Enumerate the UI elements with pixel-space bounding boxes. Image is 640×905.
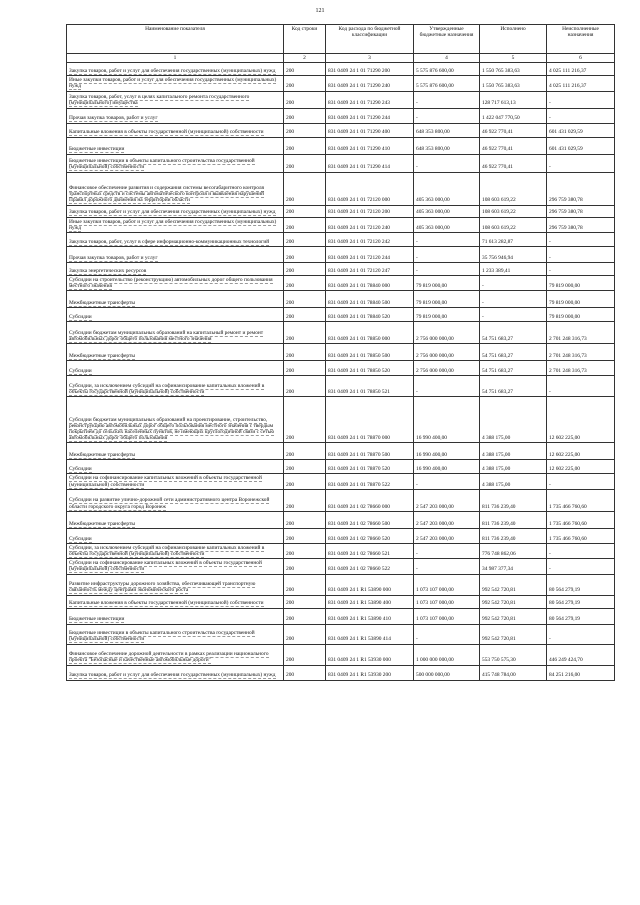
row-approved: 2 756 000 000,00 xyxy=(414,361,480,376)
table-row xyxy=(67,344,615,361)
row-line-code: 200 xyxy=(284,291,326,308)
table-row xyxy=(67,543,615,558)
row-approved: - xyxy=(414,624,480,644)
row-name-text: Субсидии xyxy=(69,466,92,473)
table-body xyxy=(67,63,615,680)
row-approved: - xyxy=(414,247,480,263)
row-line-code: 200 xyxy=(284,233,326,247)
row-line-code: 200 xyxy=(284,489,326,511)
row-approved: 1 000 000 000,00 xyxy=(414,644,480,665)
row-name-text: Субсидии на развитие улично-дорожной сети административного центра Воронежской области городского округа город Воронеж xyxy=(69,497,270,510)
row-name xyxy=(67,397,284,443)
row-budget-code: 831 0409 24 1 02 78660 520 xyxy=(326,528,414,543)
row-name-text: Закупка товаров, работ и услуг для обеспечения государственных (муниципальных) нужд xyxy=(69,209,276,216)
row-line-code: 200 xyxy=(284,91,326,108)
table-row xyxy=(67,123,615,137)
row-unexecuted: 12 602 225,00 xyxy=(547,460,615,474)
row-budget-code: 831 0409 24 1 R1 53930 200 xyxy=(326,665,414,680)
row-name xyxy=(67,376,284,397)
row-unexecuted: 80 564 279,19 xyxy=(547,595,615,608)
row-budget-code: 831 0409 24 1 01 72120 240 xyxy=(326,217,414,232)
table-row xyxy=(67,397,615,443)
column-number: 2 xyxy=(284,54,326,63)
row-approved: 16 990 400,00 xyxy=(414,460,480,474)
table-row xyxy=(67,247,615,263)
table-header-row xyxy=(67,25,615,54)
table-row xyxy=(67,489,615,511)
row-approved: 2 547 203 000,00 xyxy=(414,528,480,543)
row-name-text: Субсидии бюджетам муниципальных образований на капитальный ремонт и ремонт автомобильных дорог общего пользования местного значения xyxy=(69,330,264,343)
header-indicator-name: Наименование показателя xyxy=(67,25,284,54)
row-name-text: Бюджетные инвестиции в объекты капитального строительства государственной (муниципальной) собственности xyxy=(69,158,255,171)
row-approved: 405 363 000,00 xyxy=(414,205,480,217)
row-name xyxy=(67,154,284,172)
row-budget-code: 831 0409 24 1 R1 53890 400 xyxy=(326,595,414,608)
row-name-text: Закупка товаров, работ и услуг для обеспечения государственных (муниципальных) нужд xyxy=(69,68,276,74)
row-executed: 1 233 389,41 xyxy=(480,263,547,276)
row-name xyxy=(67,137,284,154)
row-approved: 1 073 107 000,00 xyxy=(414,595,480,608)
row-budget-code: 831 0409 24 1 01 78840 520 xyxy=(326,308,414,322)
table-row xyxy=(67,308,615,322)
row-budget-code: 831 0409 24 1 R1 53890 414 xyxy=(326,624,414,644)
row-name-text: Межбюджетные трансферты xyxy=(69,353,135,360)
row-line-code: 200 xyxy=(284,108,326,123)
row-approved: 648 353 800,00 xyxy=(414,137,480,154)
table-row xyxy=(67,205,615,217)
row-name-text: Субсидии на строительство (реконструкцию) автомобильных дорог общего пользования местного значения xyxy=(69,277,273,290)
row-line-code: 200 xyxy=(284,574,326,595)
row-executed: 992 542 720,81 xyxy=(480,608,547,624)
table-row xyxy=(67,574,615,595)
row-executed: 1 422 047 770,50 xyxy=(480,108,547,123)
row-name xyxy=(67,511,284,528)
table-row xyxy=(67,137,615,154)
row-line-code: 200 xyxy=(284,665,326,680)
table-row xyxy=(67,91,615,108)
row-name xyxy=(67,644,284,665)
table-row xyxy=(67,263,615,276)
row-unexecuted: 601 431 029,59 xyxy=(547,137,615,154)
row-executed: 71 613 282,87 xyxy=(480,233,547,247)
row-name-text: Закупка энергетических ресурсов xyxy=(69,267,147,274)
row-name xyxy=(67,559,284,574)
row-name-text: Субсидии, за исключением субсидий на софинансирование капитальных вложений в объекты государственной (муниципальной) собственности xyxy=(69,544,265,558)
row-name-text: Бюджетные инвестиции xyxy=(69,146,125,153)
row-name-text: Бюджетные инвестиции в объекты капитального строительства государственной (муниципальной) собственности xyxy=(69,630,255,643)
row-name xyxy=(67,291,284,308)
row-approved: 2 756 000 000,00 xyxy=(414,344,480,361)
row-line-code: 200 xyxy=(284,154,326,172)
row-budget-code: 831 0409 24 1 01 78870 500 xyxy=(326,443,414,460)
row-name-text: Субсидии xyxy=(69,368,92,375)
header-approved: Утвержденные бюджетные назначения xyxy=(414,25,480,54)
row-name xyxy=(67,276,284,291)
header-budget-code: Код расхода по бюджетной классификации xyxy=(326,25,414,54)
table-row xyxy=(67,172,615,205)
row-approved: 16 990 400,00 xyxy=(414,397,480,443)
column-number: 1 xyxy=(67,54,284,63)
row-approved: - xyxy=(414,91,480,108)
row-unexecuted: - xyxy=(547,376,615,397)
row-executed: 4 388 175,00 xyxy=(480,443,547,460)
table-row xyxy=(67,361,615,376)
row-line-code: 200 xyxy=(284,624,326,644)
row-unexecuted: 80 564 279,19 xyxy=(547,574,615,595)
row-executed: 46 922 770,41 xyxy=(480,154,547,172)
row-unexecuted: 4 025 111 216,37 xyxy=(547,76,615,91)
row-approved: 500 000 000,00 xyxy=(414,665,480,680)
budget-execution-table xyxy=(66,24,615,681)
table-row xyxy=(67,443,615,460)
row-name-text: Иные закупки товаров, работ и услуг для обеспечения государственных (муниципальных) нужд xyxy=(69,77,277,90)
row-name xyxy=(67,308,284,322)
row-name xyxy=(67,665,284,680)
row-budget-code: 831 0409 24 1 01 78840 500 xyxy=(326,291,414,308)
row-name xyxy=(67,595,284,608)
row-line-code: 200 xyxy=(284,361,326,376)
row-budget-code: 831 0409 24 1 01 71290 240 xyxy=(326,76,414,91)
row-name xyxy=(67,489,284,511)
row-budget-code: 831 0409 24 1 01 78850 000 xyxy=(326,322,414,344)
row-budget-code: 831 0409 24 1 R1 53930 000 xyxy=(326,644,414,665)
row-line-code: 200 xyxy=(284,460,326,474)
row-budget-code: 831 0409 24 1 01 78870 522 xyxy=(326,474,414,489)
row-name-text: Межбюджетные трансферты xyxy=(69,520,135,527)
row-budget-code: 831 0409 24 1 02 78660 522 xyxy=(326,559,414,574)
row-name xyxy=(67,217,284,232)
row-executed: 35 756 946,94 xyxy=(480,247,547,263)
row-name-text: Субсидии, за исключением субсидий на софинансирование капитальных вложений в объекты государственной (муниципальной) собственности xyxy=(69,383,265,396)
row-line-code: 200 xyxy=(284,397,326,443)
row-name xyxy=(67,460,284,474)
row-budget-code: 831 0409 24 1 01 72120 247 xyxy=(326,263,414,276)
row-name-text: Бюджетные инвестиции xyxy=(69,616,125,623)
column-number: 4 xyxy=(414,54,480,63)
row-approved: 5 575 876 600,00 xyxy=(414,76,480,91)
row-executed: 1 550 765 383,63 xyxy=(480,63,547,76)
row-executed: 811 736 239,40 xyxy=(480,528,547,543)
header-unexecuted: Неисполненные назначения xyxy=(547,25,615,54)
table-row xyxy=(67,624,615,644)
table-row xyxy=(67,108,615,123)
row-approved: 5 575 876 600,00 xyxy=(414,63,480,76)
row-line-code: 200 xyxy=(284,276,326,291)
row-line-code: 200 xyxy=(284,344,326,361)
row-name-text: Капитальные вложения в объекты государственной (муниципальной) собственности xyxy=(69,600,264,607)
table-row xyxy=(67,376,615,397)
row-budget-code: 831 0409 24 1 02 78660 500 xyxy=(326,511,414,528)
row-executed: 46 922 770,41 xyxy=(480,137,547,154)
row-executed: 34 987 377,34 xyxy=(480,559,547,574)
row-executed: 54 751 683,27 xyxy=(480,344,547,361)
row-unexecuted: - xyxy=(547,559,615,574)
row-name-text: Субсидии на софинансирование капитальных вложений в объекты государственной (муниципальной) собственности xyxy=(69,475,262,488)
row-approved: 1 073 107 000,00 xyxy=(414,574,480,595)
row-budget-code: 831 0409 24 1 01 71290 200 xyxy=(326,63,414,76)
table-row xyxy=(67,63,615,76)
row-unexecuted: 2 701 248 316,73 xyxy=(547,361,615,376)
table-row xyxy=(67,460,615,474)
row-budget-code: 831 0409 24 1 01 72120 242 xyxy=(326,233,414,247)
row-line-code: 200 xyxy=(284,559,326,574)
row-executed: 415 748 784,00 xyxy=(480,665,547,680)
row-name xyxy=(67,247,284,263)
row-budget-code: 831 0409 24 1 01 72120 000 xyxy=(326,172,414,205)
row-budget-code: 831 0409 24 1 01 71290 400 xyxy=(326,123,414,137)
row-executed: 992 542 720,81 xyxy=(480,624,547,644)
row-approved: 405 363 000,00 xyxy=(414,172,480,205)
row-unexecuted: - xyxy=(547,91,615,108)
table-row xyxy=(67,322,615,344)
page-number: 121 xyxy=(315,8,325,14)
row-unexecuted: 296 759 380,78 xyxy=(547,172,615,205)
row-budget-code: 831 0409 24 1 01 72120 200 xyxy=(326,205,414,217)
column-number-row xyxy=(67,54,615,63)
row-executed: 553 750 575,30 xyxy=(480,644,547,665)
row-line-code: 200 xyxy=(284,322,326,344)
row-approved: 2 756 000 000,00 xyxy=(414,322,480,344)
row-name xyxy=(67,233,284,247)
row-budget-code: 831 0409 24 1 02 78660 000 xyxy=(326,489,414,511)
table-row xyxy=(67,217,615,232)
row-line-code: 200 xyxy=(284,608,326,624)
row-name xyxy=(67,108,284,123)
column-number: 5 xyxy=(480,54,547,63)
row-executed: 108 603 619,22 xyxy=(480,172,547,205)
row-executed: 811 736 239,40 xyxy=(480,511,547,528)
row-name-text: Прочая закупка товаров, работ и услуг xyxy=(69,254,158,261)
row-name xyxy=(67,624,284,644)
row-line-code: 200 xyxy=(284,443,326,460)
table-row xyxy=(67,644,615,665)
row-budget-code: 831 0409 24 1 01 71290 410 xyxy=(326,137,414,154)
row-unexecuted: 79 819 000,00 xyxy=(547,308,615,322)
row-line-code: 200 xyxy=(284,217,326,232)
table-row xyxy=(67,559,615,574)
row-line-code: 200 xyxy=(284,376,326,397)
row-name-text: Закупка товаров, работ, услуг в сфере информационно-коммуникационных технологий xyxy=(69,238,270,245)
row-name-text: Субсидии xyxy=(69,314,92,321)
row-executed: 108 603 619,22 xyxy=(480,205,547,217)
row-executed: - xyxy=(480,276,547,291)
row-name-text: Капитальные вложения в объекты государственной (муниципальной) собственности xyxy=(69,129,264,136)
row-name xyxy=(67,608,284,624)
row-name-text: Развитие инфраструктуры дорожного хозяйства, обеспечивающей транспортную связанность между центрами экономического роста xyxy=(69,581,256,594)
row-name xyxy=(67,63,284,76)
row-line-code: 200 xyxy=(284,595,326,608)
row-name xyxy=(67,474,284,489)
row-executed: 811 736 239,40 xyxy=(480,489,547,511)
row-line-code: 200 xyxy=(284,123,326,137)
row-name xyxy=(67,76,284,91)
row-line-code: 200 xyxy=(284,76,326,91)
row-line-code: 200 xyxy=(284,137,326,154)
row-name-text: Прочая закупка товаров, работ и услуг xyxy=(69,115,158,122)
row-budget-code: 831 0409 24 1 01 78840 000 xyxy=(326,276,414,291)
table-row xyxy=(67,511,615,528)
row-approved: - xyxy=(414,108,480,123)
row-budget-code: 831 0409 24 1 R1 53890 000 xyxy=(326,574,414,595)
column-number: 6 xyxy=(547,54,615,63)
row-line-code: 200 xyxy=(284,63,326,76)
row-unexecuted: - xyxy=(547,543,615,558)
row-budget-code: 831 0409 24 1 01 78870 000 xyxy=(326,397,414,443)
row-executed: 4 388 175,00 xyxy=(480,397,547,443)
row-executed: 4 388 175,00 xyxy=(480,474,547,489)
row-name-text: Межбюджетные трансферты xyxy=(69,300,135,307)
row-name xyxy=(67,528,284,543)
row-unexecuted: - xyxy=(547,624,615,644)
row-budget-code: 831 0409 24 1 01 71290 414 xyxy=(326,154,414,172)
row-unexecuted: 80 564 279,19 xyxy=(547,608,615,624)
row-executed: 128 717 613,13 xyxy=(480,91,547,108)
row-approved: - xyxy=(414,263,480,276)
row-executed: - xyxy=(480,291,547,308)
row-budget-code: 831 0409 24 1 01 78850 520 xyxy=(326,361,414,376)
row-unexecuted: 1 735 466 760,60 xyxy=(547,511,615,528)
table-row xyxy=(67,233,615,247)
row-name xyxy=(67,172,284,205)
row-unexecuted: 4 025 111 216,37 xyxy=(547,63,615,76)
row-unexecuted: 79 819 000,00 xyxy=(547,276,615,291)
row-unexecuted: 12 602 225,00 xyxy=(547,443,615,460)
header-executed: Исполнено xyxy=(480,25,547,54)
row-name xyxy=(67,123,284,137)
row-line-code: 200 xyxy=(284,528,326,543)
row-unexecuted: 2 701 248 316,73 xyxy=(547,322,615,344)
row-approved: - xyxy=(414,559,480,574)
row-unexecuted: 12 602 225,00 xyxy=(547,397,615,443)
row-executed: 776 748 862,06 xyxy=(480,543,547,558)
table-row xyxy=(67,276,615,291)
row-name-text: Субсидии на софинансирование капитальных вложений в объекты государственной (муниципальной) собственности xyxy=(69,560,262,573)
row-approved: 16 990 400,00 xyxy=(414,443,480,460)
row-unexecuted: 1 735 466 760,60 xyxy=(547,528,615,543)
row-budget-code: 831 0409 24 1 01 78870 520 xyxy=(326,460,414,474)
table-row xyxy=(67,665,615,680)
row-line-code: 200 xyxy=(284,644,326,665)
row-line-code: 200 xyxy=(284,205,326,217)
row-executed: 54 751 683,27 xyxy=(480,361,547,376)
row-approved: 648 353 800,00 xyxy=(414,123,480,137)
row-budget-code: 831 0409 24 1 01 72120 244 xyxy=(326,247,414,263)
row-budget-code: 831 0409 24 1 01 78850 521 xyxy=(326,376,414,397)
row-name xyxy=(67,574,284,595)
row-executed: 992 542 720,81 xyxy=(480,574,547,595)
row-unexecuted: - xyxy=(547,263,615,276)
row-line-code: 200 xyxy=(284,247,326,263)
header-line-code: Код строки xyxy=(284,25,326,54)
row-approved: 2 547 203 000,00 xyxy=(414,489,480,511)
row-unexecuted: 2 701 248 316,73 xyxy=(547,344,615,361)
row-approved: - xyxy=(414,154,480,172)
row-budget-code: 831 0409 24 1 01 71290 243 xyxy=(326,91,414,108)
row-approved: - xyxy=(414,233,480,247)
row-executed: 108 603 619,22 xyxy=(480,217,547,232)
table-row xyxy=(67,154,615,172)
row-name xyxy=(67,205,284,217)
row-name xyxy=(67,361,284,376)
row-name xyxy=(67,443,284,460)
row-budget-code: 831 0409 24 1 01 71290 244 xyxy=(326,108,414,123)
row-unexecuted: 296 759 380,78 xyxy=(547,205,615,217)
row-unexecuted: 1 735 466 760,60 xyxy=(547,489,615,511)
row-name xyxy=(67,322,284,344)
row-name-text: Иные закупки товаров, работ и услуг для обеспечения государственных (муниципальных) нужд xyxy=(69,218,277,231)
table-row xyxy=(67,291,615,308)
row-executed: 992 542 720,81 xyxy=(480,595,547,608)
row-line-code: 200 xyxy=(284,263,326,276)
row-executed: 54 751 683,27 xyxy=(480,376,547,397)
column-number: 3 xyxy=(326,54,414,63)
row-approved: - xyxy=(414,543,480,558)
row-name-text: Межбюджетные трансферты xyxy=(69,452,135,459)
row-unexecuted: 601 431 029,59 xyxy=(547,123,615,137)
row-unexecuted: - xyxy=(547,247,615,263)
row-budget-code: 831 0409 24 1 R1 53890 410 xyxy=(326,608,414,624)
row-approved: 1 073 107 000,00 xyxy=(414,608,480,624)
table-row xyxy=(67,528,615,543)
row-executed: 1 550 765 383,63 xyxy=(480,76,547,91)
row-line-code: 200 xyxy=(284,474,326,489)
row-line-code: 200 xyxy=(284,543,326,558)
row-unexecuted: - xyxy=(547,154,615,172)
row-name-text: Закупка товаров, работ и услуг для обеспечения государственных (муниципальных) нужд xyxy=(69,672,276,679)
table-row xyxy=(67,608,615,624)
row-unexecuted: - xyxy=(547,474,615,489)
row-unexecuted: 79 819 000,00 xyxy=(547,291,615,308)
row-name xyxy=(67,543,284,558)
row-budget-code: 831 0409 24 1 01 78850 500 xyxy=(326,344,414,361)
row-approved: 79 819 000,00 xyxy=(414,308,480,322)
row-approved: 405 363 000,00 xyxy=(414,217,480,232)
row-approved: 2 547 203 000,00 xyxy=(414,511,480,528)
row-line-code: 200 xyxy=(284,172,326,205)
row-name-text: Финансовое обеспечение дорожной деятельности в рамках реализации национального проекта "Безопасные и качественные автомобильные дороги" xyxy=(69,651,269,664)
row-unexecuted: 296 759 380,78 xyxy=(547,217,615,232)
table-row xyxy=(67,595,615,608)
row-executed: 4 388 175,00 xyxy=(480,460,547,474)
row-line-code: 200 xyxy=(284,511,326,528)
row-approved: - xyxy=(414,474,480,489)
row-unexecuted: 84 251 216,00 xyxy=(547,665,615,680)
row-executed: 54 751 683,27 xyxy=(480,322,547,344)
row-name-text: Субсидии бюджетам муниципальных образований на проектирование, строительство, реконструкцию автомобильных дорог общего пользования местного значения с твердым покрытием до сельских населенных пунктов, не имеющих круглогодичной связи с сетью автомобильных дорог общего пользования xyxy=(69,416,275,442)
row-name xyxy=(67,344,284,361)
row-name-text: Субсидии xyxy=(69,535,92,542)
row-name-text: Закупка товаров, работ, услуг в целях капитального ремонта государственного (муниципального) имущества xyxy=(69,94,250,107)
table-row xyxy=(67,76,615,91)
row-name-text: Финансовое обеспечение развития и содержания системы весогабаритного контроля транспортных средств и системы автоматического контроля и выявления нарушений Правил дорожного движения на территории области xyxy=(69,185,265,204)
row-unexecuted: - xyxy=(547,233,615,247)
row-name xyxy=(67,263,284,276)
row-executed: 46 922 770,41 xyxy=(480,123,547,137)
row-budget-code: 831 0409 24 1 02 78660 521 xyxy=(326,543,414,558)
row-unexecuted: - xyxy=(547,108,615,123)
row-approved: - xyxy=(414,376,480,397)
table-row xyxy=(67,474,615,489)
row-executed: - xyxy=(480,308,547,322)
row-approved: 79 819 000,00 xyxy=(414,291,480,308)
row-line-code: 200 xyxy=(284,308,326,322)
row-approved: 79 819 000,00 xyxy=(414,276,480,291)
row-name xyxy=(67,91,284,108)
row-unexecuted: 446 249 424,70 xyxy=(547,644,615,665)
